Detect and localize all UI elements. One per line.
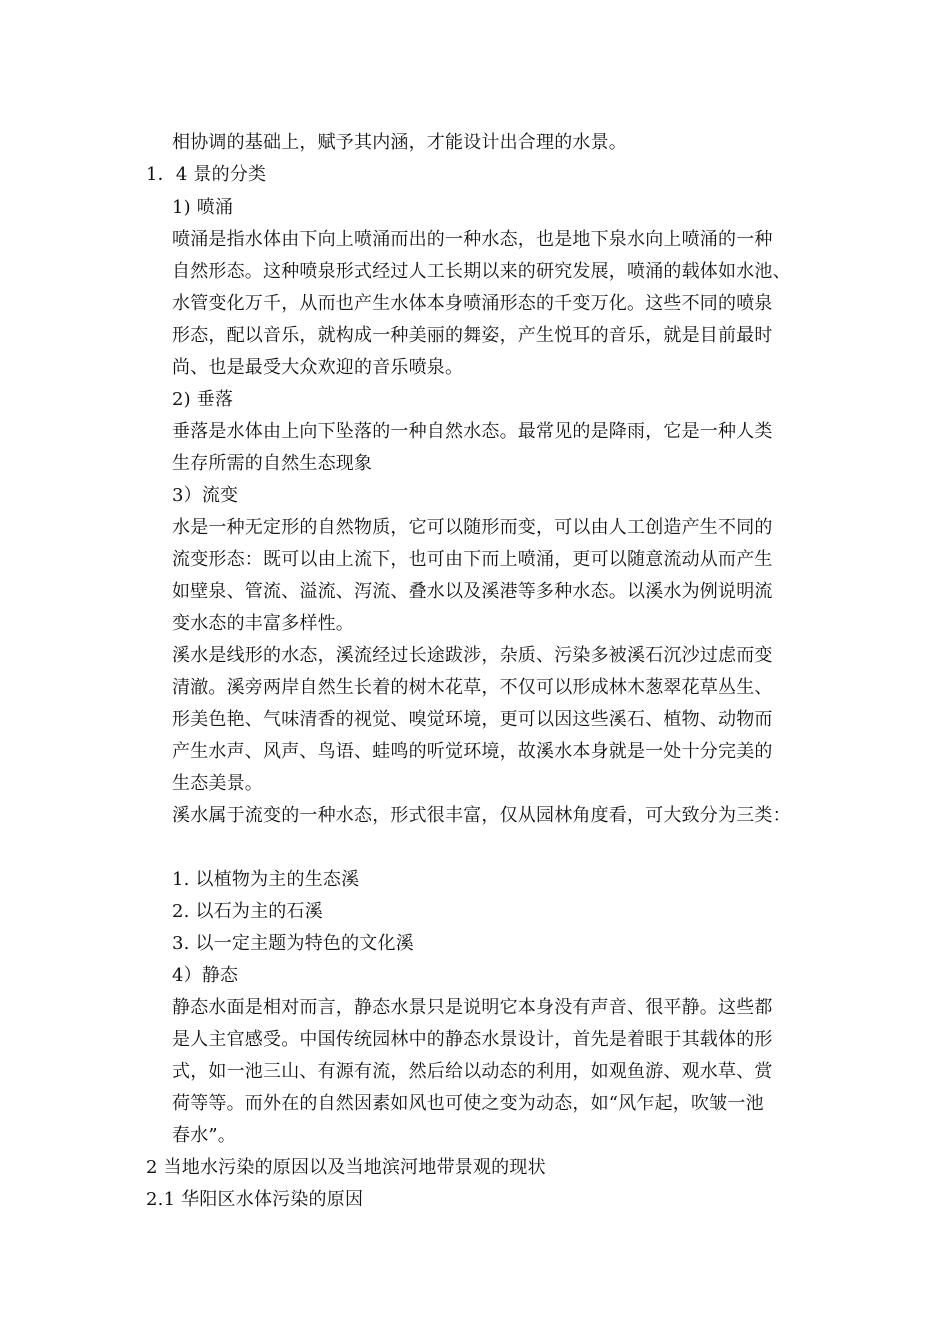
list-item: 1. 以植物为主的生态溪 bbox=[172, 869, 360, 890]
section-heading: 1．4 景的分类 bbox=[146, 164, 267, 185]
body-text-line: 春水”。 bbox=[172, 1125, 237, 1146]
subsection-heading: 3）流变 bbox=[172, 485, 239, 506]
body-text-line: 喷涌是指水体由下向上喷涌而出的一种水态，也是地下泉水向上喷涌的一种 bbox=[172, 229, 773, 250]
list-item: 2. 以石为主的石溪 bbox=[172, 901, 323, 922]
body-text-line: 静态水面是相对而言，静态水景只是说明它本身没有声音、很平静。这些都 bbox=[172, 997, 773, 1018]
body-text-line: 自然形态。这种喷泉形式经过人工长期以来的研究发展，喷涌的载体如水池、 bbox=[172, 261, 791, 282]
body-text-line: 水管变化万千，从而也产生水体本身喷涌形态的千变万化。这些不同的喷泉 bbox=[172, 293, 773, 314]
body-text-line: 流变形态：既可以由上流下，也可由下而上喷涌，更可以随意流动从而产生 bbox=[172, 549, 773, 570]
body-text-line: 如壁泉、管流、溢流、泻流、叠水以及溪港等多种水态。以溪水为例说明流 bbox=[172, 581, 773, 602]
body-text-line: 尚、也是最受大众欢迎的音乐喷泉。 bbox=[172, 357, 464, 378]
body-text-line: 式，如一池三山、有源有流，然后给以动态的利用，如观鱼游、观水草、赏 bbox=[172, 1061, 773, 1082]
body-text-line: 清澈。溪旁两岸自然生长着的树木花草，不仅可以形成林木葱翠花草丛生、 bbox=[172, 677, 773, 698]
body-text-line: 溪水是线形的水态，溪流经过长途跋涉，杂质、污染多被溪石沉沙过虑而变 bbox=[172, 645, 773, 666]
body-text-line: 形美色艳、气味清香的视觉、嗅觉环境，更可以因这些溪石、植物、动物而 bbox=[172, 709, 773, 730]
section-heading: 2.1 华阳区水体污染的原因 bbox=[146, 1189, 364, 1210]
body-text-line: 生存所需的自然生态现象 bbox=[172, 453, 373, 474]
list-item: 3. 以一定主题为特色的文化溪 bbox=[172, 933, 414, 954]
chapter-heading: 2 当地水污染的原因以及当地滨河地带景观的现状 bbox=[146, 1157, 546, 1178]
body-text-line: 水是一种无定形的自然物质，它可以随形而变，可以由人工创造产生不同的 bbox=[172, 517, 773, 538]
subsection-heading: 2) 垂落 bbox=[172, 389, 234, 410]
body-text-line: 相协调的基础上，赋予其内涵，才能设计出合理的水景。 bbox=[172, 132, 627, 153]
body-text-line: 是人主官感受。中国传统园林中的静态水景设计，首先是着眼于其载体的形 bbox=[172, 1029, 773, 1050]
body-text-line: 生态美景。 bbox=[172, 773, 263, 794]
body-text-line: 变水态的丰富多样性。 bbox=[172, 613, 354, 634]
body-text-line: 溪水属于流变的一种水态，形式很丰富，仅从园林角度看，可大致分为三类： bbox=[172, 805, 791, 826]
body-text-line: 荷等等。而外在的自然因素如风也可使之变为动态，如“风乍起，吹皱一池 bbox=[172, 1093, 764, 1114]
subsection-heading: 4）静态 bbox=[172, 965, 239, 986]
body-text-line: 产生水声、风声、鸟语、蛙鸣的听觉环境，故溪水本身就是一处十分完美的 bbox=[172, 741, 773, 762]
subsection-heading: 1) 喷涌 bbox=[172, 197, 234, 218]
body-text-line: 形态，配以音乐，就构成一种美丽的舞姿，产生悦耳的音乐，就是目前最时 bbox=[172, 325, 773, 346]
body-text-line: 垂落是水体由上向下坠落的一种自然水态。最常见的是降雨，它是一种人类 bbox=[172, 421, 773, 442]
